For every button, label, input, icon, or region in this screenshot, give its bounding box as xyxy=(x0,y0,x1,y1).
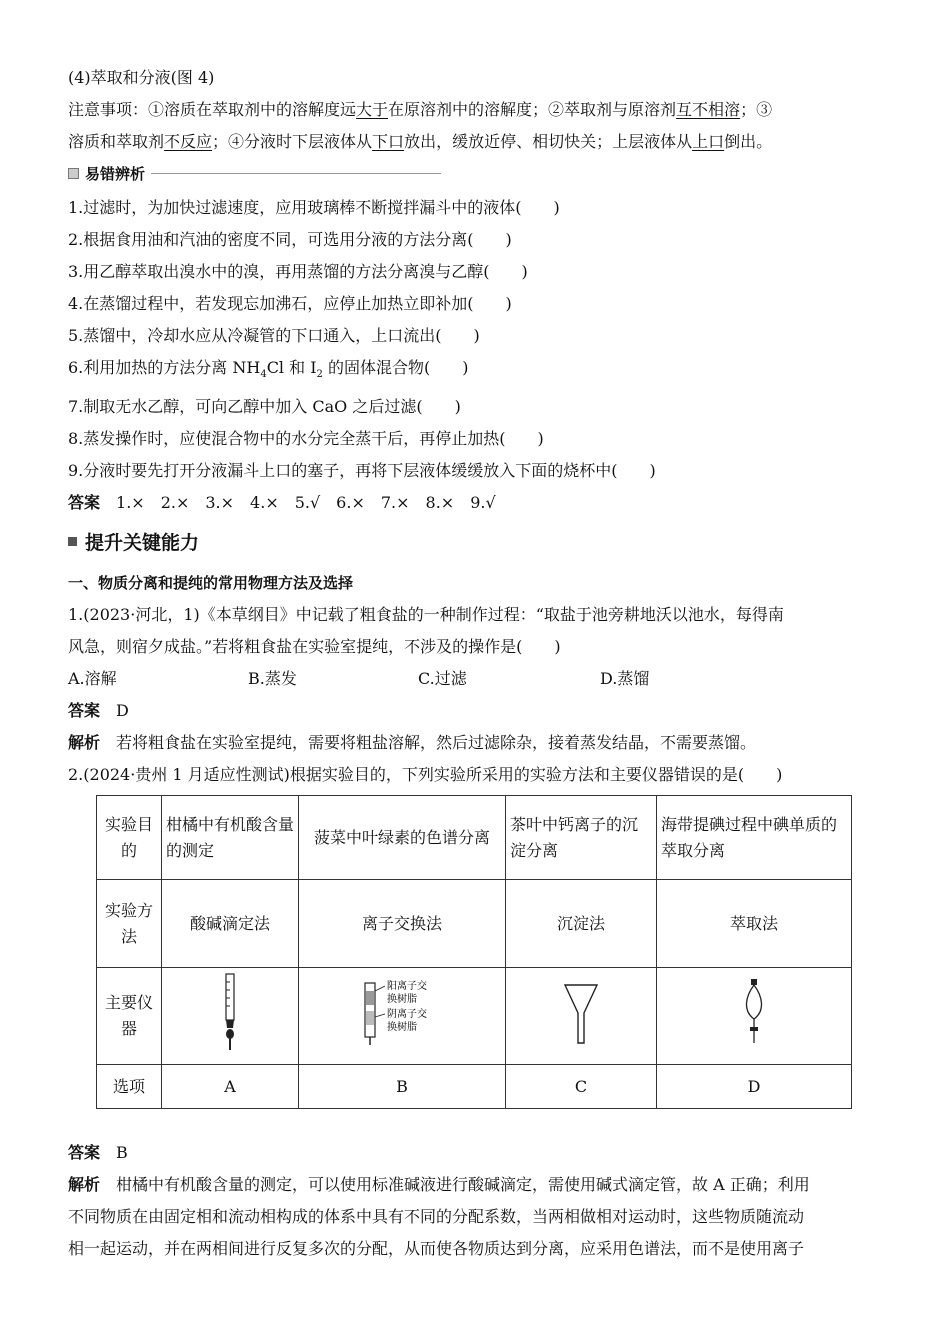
experiment-table xyxy=(96,795,852,1109)
q2-answer: 答案 B xyxy=(68,1143,128,1163)
q1-answer: 答案 D xyxy=(68,701,129,721)
method-d: 萃取法 xyxy=(657,880,852,968)
instrument-a xyxy=(162,968,299,1065)
row-label-instrument: 主要仪器 xyxy=(97,968,162,1065)
purpose-a: 柑橘中有机酸含量的测定 xyxy=(162,796,299,880)
q2-analysis-line2: 不同物质在由固定相和流动相构成的体系中具有不同的分配系数，当两相做相对运动时，这些物质随流动 xyxy=(68,1207,805,1227)
q2-analysis-line3: 相一起运动，并在两相间进行反复多次的分配，从而使各物质达到分离，应采用色谱法，而不是使用离子 xyxy=(68,1239,805,1259)
page-content xyxy=(68,62,888,1265)
row-label-purpose: 实验目的 xyxy=(97,796,162,880)
ability-section-header xyxy=(68,523,888,559)
funnel-icon xyxy=(561,977,601,1047)
option-d: D.蒸馏 xyxy=(600,669,650,689)
row-label-option: 选项 xyxy=(97,1065,162,1109)
error-item: 9.分液时要先打开分液漏斗上口的塞子，再将下层液体缓缓放入下面的烧杯中( ) xyxy=(68,461,656,481)
burette-icon xyxy=(215,972,245,1052)
section-square-icon xyxy=(68,537,77,546)
q1-options xyxy=(68,663,888,695)
extraction-heading: (4)萃取和分液(图 4) xyxy=(68,68,215,87)
method-a: 酸碱滴定法 xyxy=(162,880,299,968)
q2-analysis-line1: 解析 柑橘中有机酸含量的测定，可以使用标准碱液进行酸碱滴定，需使用碱式滴定管，故 A 正确；利用 xyxy=(68,1175,810,1195)
row-label-method: 实验方法 xyxy=(97,880,162,968)
ability-subtitle: 一、物质分离和提纯的常用物理方法及选择 xyxy=(68,574,354,593)
error-section-header xyxy=(68,162,888,184)
section-square-icon xyxy=(68,168,79,179)
table-option-b: B xyxy=(299,1065,506,1109)
q1-analysis: 解析 若将粗食盐在实验室提纯，需要将粗盐溶解，然后过滤除杂，接着蒸发结晶，不需要蒸馏。 xyxy=(68,733,757,753)
option-b: B.蒸发 xyxy=(248,669,297,689)
purpose-d: 海带提碘过程中碘单质的萃取分离 xyxy=(657,796,852,880)
option-c: C.过滤 xyxy=(418,669,467,689)
error-item: 1.过滤时，为加快过滤速度，应用玻璃棒不断搅拌漏斗中的液体( ) xyxy=(68,198,560,217)
error-item: 5.蒸馏中，冷却水应从冷凝管的下口通入，上口流出( ) xyxy=(68,326,480,345)
purpose-b: 菠菜中叶绿素的色谱分离 xyxy=(299,796,506,880)
table-option-c: C xyxy=(506,1065,657,1109)
error-item: 3.用乙醇萃取出溴水中的溴，再用蒸馏的方法分离溴与乙醇( ) xyxy=(68,262,528,281)
separatory-funnel-icon xyxy=(739,977,769,1047)
q2-stem: 2.(2024·贵州 1 月适应性测试)根据实验目的，下列实验所采用的实验方法和主要仪器错误的是( ) xyxy=(68,765,783,785)
extraction-notes-line1: 注意事项：①溶质在萃取剂中的溶解度远大于在原溶剂中的溶解度；②萃取剂与原溶剂互不相溶；③ xyxy=(68,100,773,119)
error-item: 8.蒸发操作时，应使混合物中的水分完全蒸干后，再停止加热( ) xyxy=(68,429,544,449)
q1-stem-line1: 1.(2023·河北，1)《本草纲目》中记载了粗食盐的一种制作过程：“取盐于池旁耕地沃以池水，每得南 xyxy=(68,605,784,625)
ability-section-title: 提升关键能力 xyxy=(85,531,200,554)
extraction-notes-line2: 溶质和萃取剂不反应；④分液时下层液体从下口放出，缓放近停、相切快关；上层液体从上口倒出。 xyxy=(68,132,773,151)
resin-label-top-2: 换树脂 xyxy=(387,994,417,1006)
purpose-c: 茶叶中钙离子的沉淀分离 xyxy=(506,796,657,880)
resin-label-bottom-1: 阴离子交 xyxy=(387,1009,427,1021)
option-a: A.溶解 xyxy=(68,669,117,689)
error-section-title: 易错辨析 xyxy=(85,164,146,183)
instrument-d xyxy=(657,968,852,1065)
instrument-b xyxy=(299,968,506,1065)
table-option-d: D xyxy=(657,1065,852,1109)
method-c: 沉淀法 xyxy=(506,880,657,968)
table-option-a: A xyxy=(162,1065,299,1109)
method-b: 离子交换法 xyxy=(299,880,506,968)
instrument-c xyxy=(506,968,657,1065)
resin-label-bottom-2: 换树脂 xyxy=(387,1022,417,1034)
error-item: 2.根据食用油和汽油的密度不同，可选用分液的方法分离( ) xyxy=(68,230,512,249)
error-answer: 答案 1.× 2.× 3.× 4.× 5.√ 6.× 7.× 8.× 9.√ xyxy=(68,493,496,513)
error-item-6: 6.利用加热的方法分离 $NH_4Cl$ 和 $I_2$ 的固体混合物( ) xyxy=(68,358,469,381)
section-rule xyxy=(151,173,441,174)
error-item: 4.在蒸馏过程中，若发现忘加沸石，应停止加热立即补加( ) xyxy=(68,294,512,313)
error-item: 7.制取无水乙醇，可向乙醇中加入 CaO 之后过滤( ) xyxy=(68,397,461,417)
resin-label-top-1: 阳离子交 xyxy=(387,981,427,993)
ion-exchange-column-icon xyxy=(357,977,447,1047)
q1-stem-line2: 风急，则宿夕成盐。”若将粗食盐在实验室提纯，不涉及的操作是( ) xyxy=(68,637,561,657)
